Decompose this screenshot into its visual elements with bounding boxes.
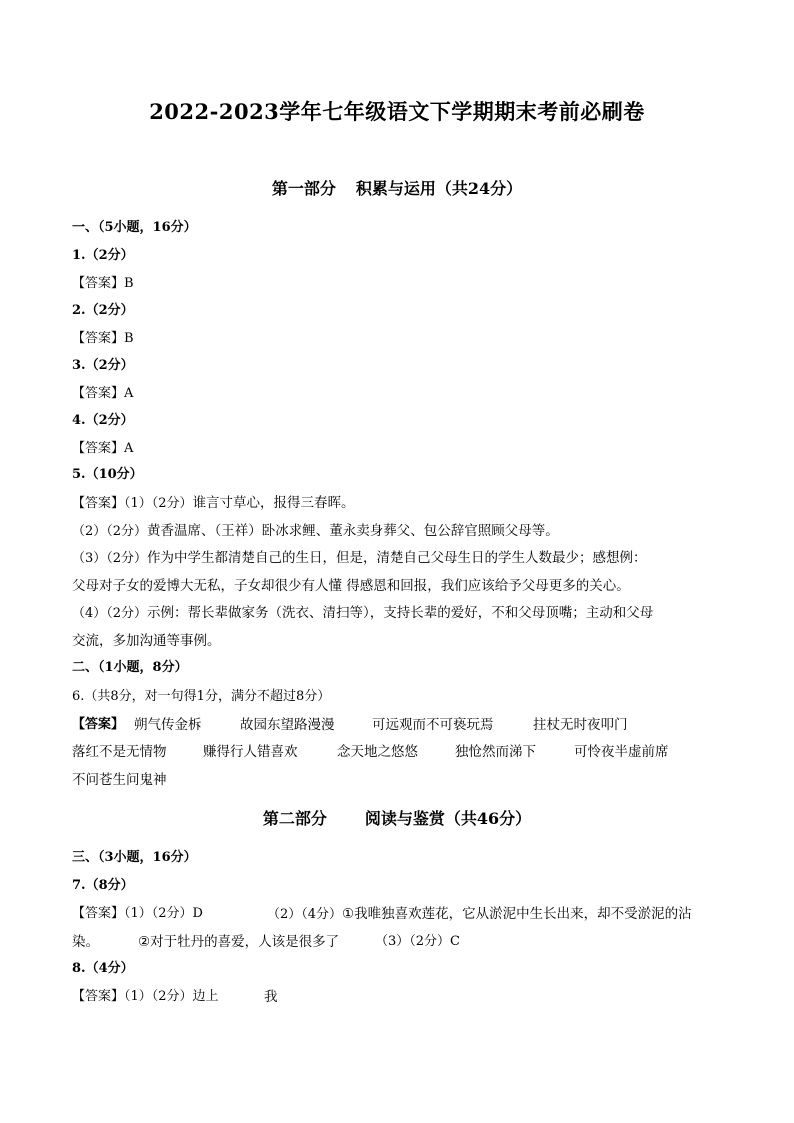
answer-5-part-4-continued: 交流，多加沟通等事例。 xyxy=(72,633,221,649)
poem-line: 念天地之悠悠 xyxy=(337,744,418,760)
part-one-heading xyxy=(0,176,794,199)
sub-answer: ①我唯独喜欢莲花，它从淤泥中生长出来，却不受淤泥的沾 xyxy=(342,906,692,922)
question-3: 3.（2分） xyxy=(72,358,134,373)
answer-label: 【答案】 xyxy=(72,276,125,291)
part-two-name: 阅读与鉴赏（共46分） xyxy=(364,809,532,828)
answer-value: A xyxy=(124,386,134,401)
answer-7-row-2 xyxy=(72,933,460,952)
answer-6-row-1 xyxy=(72,716,628,734)
question-1: 1.（2分） xyxy=(72,248,134,263)
question-7: 7.（8分） xyxy=(72,878,134,893)
part-one-name: 积累与运用（共24分） xyxy=(355,179,523,198)
answer-label: 【答案】 xyxy=(72,717,125,732)
sub-answer: 作为中学生都清楚自己的生日，但是，清楚自己父母生日的学生人数最少；感想例： xyxy=(147,550,647,566)
poem-line: 故园东望路漫漫 xyxy=(240,717,335,733)
answer-value: A xyxy=(124,441,134,456)
answer-value: B xyxy=(124,276,134,291)
answer-label: 【答案】 xyxy=(72,906,125,921)
sub-answer-1b: 我 xyxy=(264,989,278,1005)
question-6: 6.（共8分，对一句得1分，满分不超过8分） xyxy=(72,689,331,704)
section-two-heading: 二、（1小题，8分） xyxy=(72,660,188,675)
sub-answer: 谁言寸草心，报得三春晖。 xyxy=(192,495,355,511)
answer-3 xyxy=(72,385,133,403)
answer-2 xyxy=(72,330,134,348)
sub-prefix: （1）（2分） xyxy=(124,496,193,511)
answer-5-part-1 xyxy=(72,494,355,513)
answer-1 xyxy=(72,275,134,293)
poem-line: 赚得行人错喜欢 xyxy=(203,744,298,760)
sub-answer-2b: ②对于牡丹的喜爱，人该是很多了 xyxy=(138,934,340,950)
answer-value: B xyxy=(124,331,134,346)
sub-answer: 黄香温席、（王祥）卧冰求鲤、董永卖身葬父、包公辞官照顾父母等。 xyxy=(147,523,559,539)
sub-answer-1: （1）（2分）D xyxy=(124,906,203,921)
answer-5-part-2 xyxy=(72,522,559,541)
part-two-heading xyxy=(0,806,794,829)
question-2: 2.（2分） xyxy=(72,303,134,318)
document-title: 2022-2023学年七年级语文下学期期末考前必刷卷 xyxy=(149,99,645,124)
poem-line: 拄杖无时夜叩门 xyxy=(533,717,628,733)
poem-line: 可远观而不可亵玩焉 xyxy=(372,717,494,733)
answer-label: 【答案】 xyxy=(72,989,125,1004)
answer-5-part-3 xyxy=(72,549,647,568)
answer-label: 【答案】 xyxy=(72,331,125,346)
sub-answer: 示例：帮长辈做家务（洗衣、清扫等），支持长辈的爱好，不和父母顶嘴；主动和父母 xyxy=(147,605,654,621)
poem-line: 朔气传金柝 xyxy=(134,717,202,733)
sub-answer-2 xyxy=(267,905,692,924)
poem-line: 独怆然而涕下 xyxy=(455,744,536,760)
sub-answer-continued: 染。 xyxy=(72,934,99,950)
sub-answer-1: （1）（2分）边上 xyxy=(124,989,219,1004)
sub-prefix: （4）（2分） xyxy=(72,606,148,621)
section-three-heading: 三、（3小题，16分） xyxy=(72,850,197,865)
question-8: 8.（4分） xyxy=(72,961,134,976)
part-one-label: 第一部分 xyxy=(271,179,336,198)
answer-8-row-1 xyxy=(72,988,278,1006)
answer-5-part-3-continued: 父母对子女的爱博大无私，子女却很少有人懂 得感恩和回报，我们应该给予父母更多的关心。 xyxy=(72,578,630,594)
answer-label: 【答案】 xyxy=(72,386,125,401)
sub-prefix: （2）（4分） xyxy=(267,907,343,922)
poem-line: 落红不是无情物 xyxy=(72,744,167,760)
section-one-heading: 一、（5小题，16分） xyxy=(72,220,197,235)
question-4: 4.（2分） xyxy=(72,413,134,428)
question-5: 5.（10分） xyxy=(72,467,143,482)
poem-line: 可怜夜半虚前席 xyxy=(574,744,669,760)
sub-answer-3: （3）（2分）C xyxy=(375,934,460,949)
sub-prefix: （3）（2分） xyxy=(72,551,148,566)
answer-5-part-4 xyxy=(72,604,653,623)
part-two-label: 第二部分 xyxy=(262,809,327,828)
answer-label: 【答案】 xyxy=(72,496,125,511)
answer-6-row-3: 不问苍生问鬼神 xyxy=(72,772,167,788)
answer-4 xyxy=(72,440,133,458)
answer-label: 【答案】 xyxy=(72,441,125,456)
answer-7-row-1 xyxy=(72,905,692,923)
sub-prefix: （2）（2分） xyxy=(72,524,148,539)
